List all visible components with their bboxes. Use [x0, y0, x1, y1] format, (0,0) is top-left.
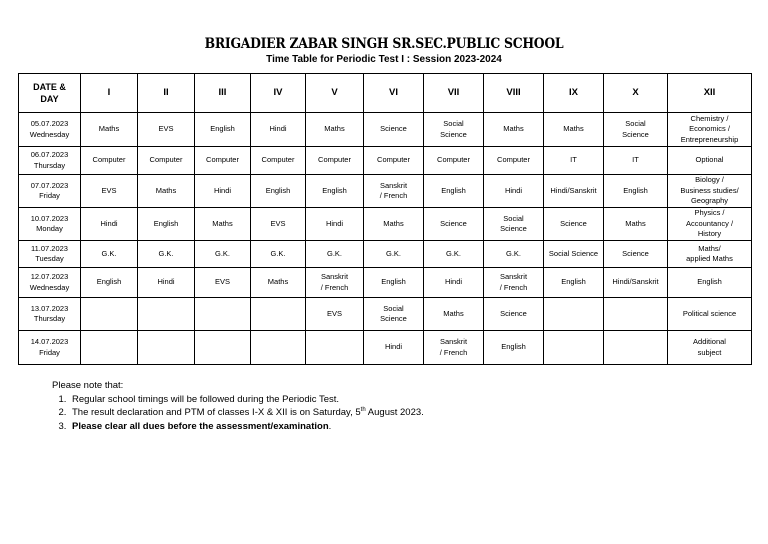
- subject-text: Entrepreneurship: [680, 134, 739, 144]
- day-text: Friday: [39, 347, 60, 357]
- subject-cell: [484, 241, 544, 268]
- subject-text: English: [96, 277, 122, 287]
- subject-text: Sanskrit: [379, 180, 408, 190]
- subject-text: Computer: [377, 155, 410, 165]
- class-header-cell: VIII: [484, 74, 544, 113]
- subject-text: Hindi: [444, 277, 463, 287]
- subject-cell: [604, 298, 668, 331]
- subject-text: Science: [440, 218, 467, 228]
- subject-cell: [424, 208, 484, 241]
- subject-cell: [81, 298, 138, 331]
- subject-text: EVS: [101, 185, 117, 195]
- subject-cell: [604, 331, 668, 365]
- date-text: 13.07.2023: [30, 303, 69, 313]
- subject-text: Science: [500, 224, 527, 233]
- notes-intro: Please note that:: [52, 380, 124, 391]
- subject-cell: [364, 241, 424, 268]
- timetable-row: [19, 208, 752, 241]
- date-text: 14.07.2023: [30, 337, 69, 346]
- subject-text: Geography: [690, 196, 729, 206]
- subject-cell: [195, 268, 251, 298]
- subject-text: Computer: [206, 155, 239, 165]
- subject-cell: [306, 331, 364, 365]
- subject-cell: [424, 241, 484, 268]
- subject-cell: [195, 331, 251, 365]
- note-text: Regular school timings will be followed during the Periodic Test.: [72, 393, 340, 405]
- subject-cell: [484, 331, 544, 365]
- subject-text: Social Science: [548, 248, 599, 258]
- timetable-row: [19, 113, 752, 147]
- day-text: Friday: [39, 191, 60, 200]
- notes-list: [52, 393, 424, 434]
- subject-text: G.K.: [326, 248, 342, 258]
- subject-text: IT: [570, 155, 577, 165]
- subject-cell: [364, 113, 424, 147]
- subject-cell: [195, 147, 251, 175]
- subject-cell: [668, 268, 752, 298]
- subject-text: Accountancy /: [685, 218, 734, 228]
- subject-text: applied Maths: [686, 254, 733, 263]
- subject-text: / French: [439, 347, 468, 357]
- subject-text: Sanskrit: [499, 272, 528, 281]
- note-item: [69, 420, 424, 434]
- subject-text: G.K.: [505, 248, 521, 258]
- subject-text: Chemistry /: [690, 113, 729, 123]
- date-cell: [19, 208, 81, 241]
- subject-cell: [604, 208, 668, 241]
- subject-text: Computer: [261, 155, 295, 165]
- subject-cell: [668, 147, 752, 175]
- subject-text: Hindi: [100, 218, 118, 228]
- subject-text: Physics /: [694, 208, 725, 218]
- class-header-cell: III: [195, 74, 251, 113]
- subject-cell: [544, 175, 604, 208]
- subject-text: English: [153, 218, 179, 228]
- subject-cell: [306, 268, 364, 298]
- subject-text: Hindi: [213, 185, 232, 195]
- subject-text: EVS: [326, 308, 342, 318]
- subject-cell: [138, 175, 195, 208]
- subject-text: English: [501, 342, 526, 352]
- subject-text: G.K.: [270, 248, 286, 258]
- subject-cell: [484, 147, 544, 175]
- timetable-row: [19, 147, 752, 175]
- header-row: [19, 74, 752, 113]
- timetable-row: [19, 298, 752, 331]
- class-header-cell: IX: [544, 74, 604, 113]
- subject-cell: [81, 175, 138, 208]
- subject-cell: [81, 241, 138, 268]
- subject-cell: [604, 113, 668, 147]
- class-header-cell: VI: [364, 74, 424, 113]
- subject-cell: [484, 298, 544, 331]
- subject-cell: [424, 147, 484, 175]
- subject-text: Hindi/Sanskrit: [550, 185, 597, 195]
- ordinal-suffix: th: [360, 406, 366, 413]
- subject-cell: [138, 331, 195, 365]
- class-header-cell: IV: [251, 74, 306, 113]
- subject-cell: [306, 208, 364, 241]
- note-text: The result declaration and PTM of classes I-X & XII is on Saturday, 5: [72, 407, 361, 418]
- subject-cell: [306, 298, 364, 331]
- date-text: 06.07.2023: [30, 150, 69, 159]
- subject-cell: [195, 298, 251, 331]
- subject-cell: [138, 113, 195, 147]
- subject-text: Hindi: [269, 124, 287, 134]
- subject-text: Sanskrit: [439, 337, 468, 346]
- subject-cell: [251, 268, 306, 298]
- subject-text: Maths: [98, 124, 120, 134]
- timetable-body: [19, 113, 752, 365]
- subject-text: Science: [440, 129, 467, 139]
- subject-text: Science: [622, 129, 649, 139]
- subject-text: Optional: [695, 155, 724, 165]
- date-header-text: DATE &: [33, 82, 66, 92]
- subject-text: English: [381, 277, 406, 287]
- class-header-cell: X: [604, 74, 668, 113]
- subject-cell: [138, 208, 195, 241]
- note-text: August 2023.: [365, 407, 424, 418]
- subject-text: Hindi: [325, 218, 344, 228]
- subject-cell: [604, 175, 668, 208]
- day-text: Tuesday: [35, 254, 64, 263]
- subject-cell: [424, 268, 484, 298]
- subject-text: Maths: [503, 124, 524, 134]
- subject-cell: [195, 208, 251, 241]
- subject-cell: [251, 175, 306, 208]
- subject-text: Social: [625, 119, 646, 128]
- subject-text: Computer: [92, 155, 126, 165]
- subject-cell: [364, 147, 424, 175]
- subject-text: Science: [500, 308, 527, 318]
- subject-text: Biology /: [695, 175, 724, 185]
- note-item: [69, 393, 424, 407]
- notes-section: [52, 379, 424, 433]
- day-header-text: DAY: [40, 94, 59, 104]
- subject-cell: [195, 241, 251, 268]
- subject-text: Social: [503, 213, 524, 223]
- subject-text: G.K.: [385, 248, 401, 258]
- class-header-cell: V: [306, 74, 364, 113]
- subject-cell: [544, 208, 604, 241]
- subject-text: / French: [320, 282, 349, 292]
- subject-text: History: [697, 229, 722, 239]
- subject-text: Social: [443, 119, 464, 128]
- subject-cell: [668, 208, 752, 241]
- subject-text: G.K.: [214, 248, 230, 258]
- date-cell: [19, 241, 81, 268]
- subject-cell: [251, 298, 306, 331]
- subject-text: Science: [380, 124, 407, 134]
- subject-text: English: [697, 277, 722, 287]
- subject-cell: [424, 331, 484, 365]
- subject-cell: [604, 147, 668, 175]
- subject-cell: [138, 241, 195, 268]
- subject-cell: [195, 113, 251, 147]
- date-day-header: [19, 74, 81, 113]
- subject-text: EVS: [270, 218, 286, 228]
- subject-text: Hindi: [504, 185, 523, 195]
- subject-text: Political science: [682, 308, 737, 318]
- subject-text: Additional: [693, 337, 726, 346]
- subject-cell: [668, 298, 752, 331]
- school-name: BRIGADIER ZABAR SINGH SR.SEC.PUBLIC SCHOOL: [204, 36, 564, 52]
- subject-text: G.K.: [158, 248, 174, 258]
- subject-text: Maths: [443, 308, 464, 318]
- subject-cell: [668, 113, 752, 147]
- subject-cell: [484, 175, 544, 208]
- subject-text: Maths: [563, 124, 584, 134]
- subject-text: English: [561, 277, 586, 287]
- subject-cell: [604, 268, 668, 298]
- timetable-row: [19, 241, 752, 268]
- subject-cell: [544, 147, 604, 175]
- subject-cell: [251, 208, 306, 241]
- subject-text: Computer: [497, 155, 530, 165]
- subject-text: Maths: [212, 218, 233, 228]
- subject-text: EVS: [214, 277, 230, 287]
- date-cell: [19, 113, 81, 147]
- class-header-cell: I: [81, 74, 138, 113]
- subject-cell: [604, 241, 668, 268]
- subject-cell: [195, 175, 251, 208]
- subject-cell: [81, 331, 138, 365]
- subject-text: Computer: [149, 155, 183, 165]
- subject-cell: [484, 268, 544, 298]
- class-header-cell: VII: [424, 74, 484, 113]
- subject-text: Hindi/Sanskrit: [612, 277, 659, 287]
- subject-cell: [544, 113, 604, 147]
- subject-text: English: [265, 185, 291, 195]
- subject-cell: [138, 298, 195, 331]
- date-cell: [19, 298, 81, 331]
- subject-cell: [251, 331, 306, 365]
- subject-text: G.K.: [101, 248, 117, 258]
- subject-cell: [544, 331, 604, 365]
- timetable-row: [19, 175, 752, 208]
- subject-cell: [364, 175, 424, 208]
- subject-cell: [424, 298, 484, 331]
- class-header-cell: II: [138, 74, 195, 113]
- date-cell: [19, 175, 81, 208]
- subject-cell: [306, 113, 364, 147]
- subject-cell: [81, 147, 138, 175]
- subject-cell: [81, 208, 138, 241]
- subject-text: Computer: [437, 155, 470, 165]
- subject-text: Maths: [267, 277, 289, 287]
- class-header-cell: XII: [668, 74, 752, 113]
- day-text: Thursday: [33, 314, 66, 323]
- subject-text: Science: [622, 248, 649, 258]
- day-text: Thursday: [33, 160, 66, 170]
- subject-text: English: [623, 185, 648, 195]
- subject-text: English: [210, 124, 235, 134]
- subject-cell: [364, 298, 424, 331]
- subject-cell: [306, 241, 364, 268]
- subject-cell: [364, 208, 424, 241]
- subject-cell: [484, 113, 544, 147]
- day-text: Wednesday: [29, 282, 70, 292]
- date-text: 10.07.2023: [30, 213, 69, 223]
- subject-cell: [306, 147, 364, 175]
- subject-text: English: [441, 185, 466, 195]
- subject-cell: [251, 113, 306, 147]
- subject-cell: [251, 147, 306, 175]
- subject-cell: [364, 268, 424, 298]
- subject-cell: [81, 268, 138, 298]
- subject-text: Sanskrit: [320, 272, 349, 281]
- timetable-row: [19, 268, 752, 298]
- subject-text: EVS: [158, 124, 174, 134]
- date-cell: [19, 268, 81, 298]
- subject-text: Economics /: [689, 124, 730, 134]
- subject-text: Maths: [324, 124, 345, 134]
- subject-text: Maths: [155, 185, 177, 195]
- subject-text: subject: [697, 347, 722, 357]
- subject-text: / French: [379, 191, 408, 200]
- subject-cell: [138, 268, 195, 298]
- date-cell: [19, 147, 81, 175]
- date-text: 11.07.2023: [31, 243, 68, 253]
- note-text-bold: Please clear all dues before the assessment/examination: [72, 420, 329, 432]
- subject-cell: [668, 331, 752, 365]
- subject-text: Science: [380, 314, 407, 323]
- subject-cell: [81, 113, 138, 147]
- subject-text: Business studies/: [680, 185, 739, 195]
- subject-text: Computer: [318, 155, 351, 165]
- subject-cell: [484, 208, 544, 241]
- subject-text: Hindi: [384, 342, 403, 352]
- date-text: 12.07.2023: [30, 272, 69, 281]
- subject-text: / French: [499, 282, 528, 292]
- date-text: 07.07.2023: [30, 180, 69, 190]
- subject-text: English: [322, 185, 347, 195]
- subject-text: Science: [560, 218, 587, 228]
- subject-cell: [668, 241, 752, 268]
- note-text: .: [328, 420, 332, 432]
- subject-text: Maths: [383, 218, 404, 228]
- timetable-subtitle: Time Table for Periodic Test I : Session 2023-2024: [266, 54, 502, 65]
- note-item: [69, 406, 424, 420]
- subject-cell: [544, 298, 604, 331]
- day-text: Monday: [36, 224, 63, 233]
- subject-text: Maths/: [698, 243, 721, 253]
- subject-cell: [424, 175, 484, 208]
- timetable: [18, 73, 752, 365]
- subject-text: Social: [383, 303, 404, 313]
- subject-cell: [306, 175, 364, 208]
- subject-cell: [251, 241, 306, 268]
- subject-text: IT: [632, 155, 639, 165]
- subject-text: G.K.: [445, 248, 461, 258]
- subject-cell: [668, 175, 752, 208]
- subject-cell: [364, 331, 424, 365]
- date-text: 05.07.2023: [30, 119, 69, 128]
- subject-text: Maths: [625, 218, 646, 228]
- date-cell: [19, 331, 81, 365]
- subject-cell: [544, 268, 604, 298]
- day-text: Wednesday: [29, 129, 70, 139]
- subject-cell: [544, 241, 604, 268]
- timetable-row: [19, 331, 752, 365]
- subject-text: Hindi: [157, 277, 175, 287]
- subject-cell: [138, 147, 195, 175]
- subject-cell: [424, 113, 484, 147]
